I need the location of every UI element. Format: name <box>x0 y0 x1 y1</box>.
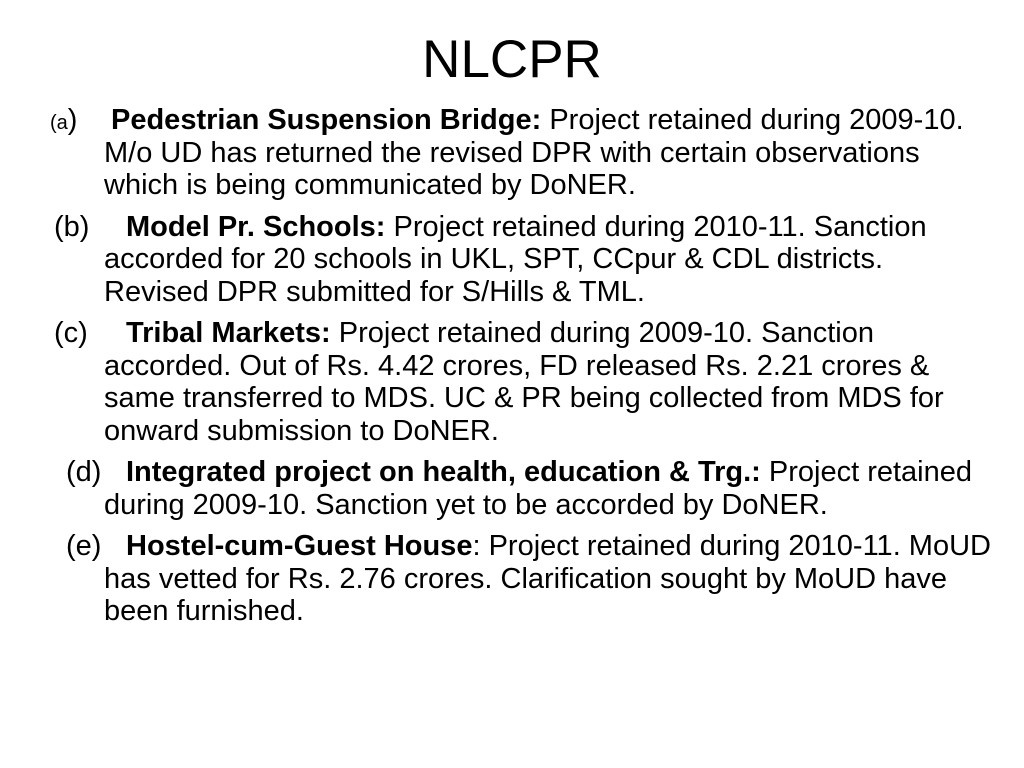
list-item-c <box>0 317 1024 447</box>
item-text-b: Project retained during 2010-11. Sanction accorded for 20 schools in UKL, SPT, CCpur & CDL districts. Revised DPR submitted for S/Hills & TML. <box>104 210 927 308</box>
item-marker-a <box>50 104 77 140</box>
item-heading-d: Integrated project on health, education & Trg.: <box>126 456 761 488</box>
item-text-c: Project retained during 2009-10. Sanction accorded. Out of Rs. 4.42 crores, FD released Rs. 2.21 crores & same transferred to MDS. UC & PR being collected from MDS for onward submission to DoNER. <box>104 317 944 447</box>
item-text-d: Project retained during 2009-10. Sanction yet to be accorded by DoNER. <box>104 456 972 521</box>
list-item-e <box>0 530 1024 628</box>
item-marker-c: (c) <box>54 317 88 349</box>
item-marker-d: (d) <box>66 456 102 488</box>
list-item-b <box>0 211 1024 309</box>
list-item-a <box>0 104 1024 202</box>
slide-title: NLCPR <box>422 30 602 89</box>
list-item-d <box>0 456 1024 521</box>
item-marker-e: (e) <box>66 530 102 562</box>
item-heading-b: Model Pr. Schools: <box>126 210 386 243</box>
item-separator-e: : <box>472 530 481 562</box>
item-text-e: Project retained during 2010-11. MoUD has vetted for Rs. 2.76 crores. Clarification sought by MoUD have been furnished. <box>104 530 991 627</box>
item-heading-a: Pedestrian Suspension Bridge: <box>111 104 542 136</box>
item-marker-b: (b) <box>54 210 90 243</box>
item-marker-a-open: (a <box>50 112 68 134</box>
item-heading-e: Hostel-cum-Guest House <box>126 530 473 562</box>
project-list <box>0 104 1024 637</box>
item-heading-c: Tribal Markets: <box>126 317 331 349</box>
item-marker-a-close: ) <box>67 104 78 136</box>
item-text-a: Project retained during 2009-10. M/o UD has returned the revised DPR with certain observations which is being communicated by DoNER. <box>104 104 964 201</box>
